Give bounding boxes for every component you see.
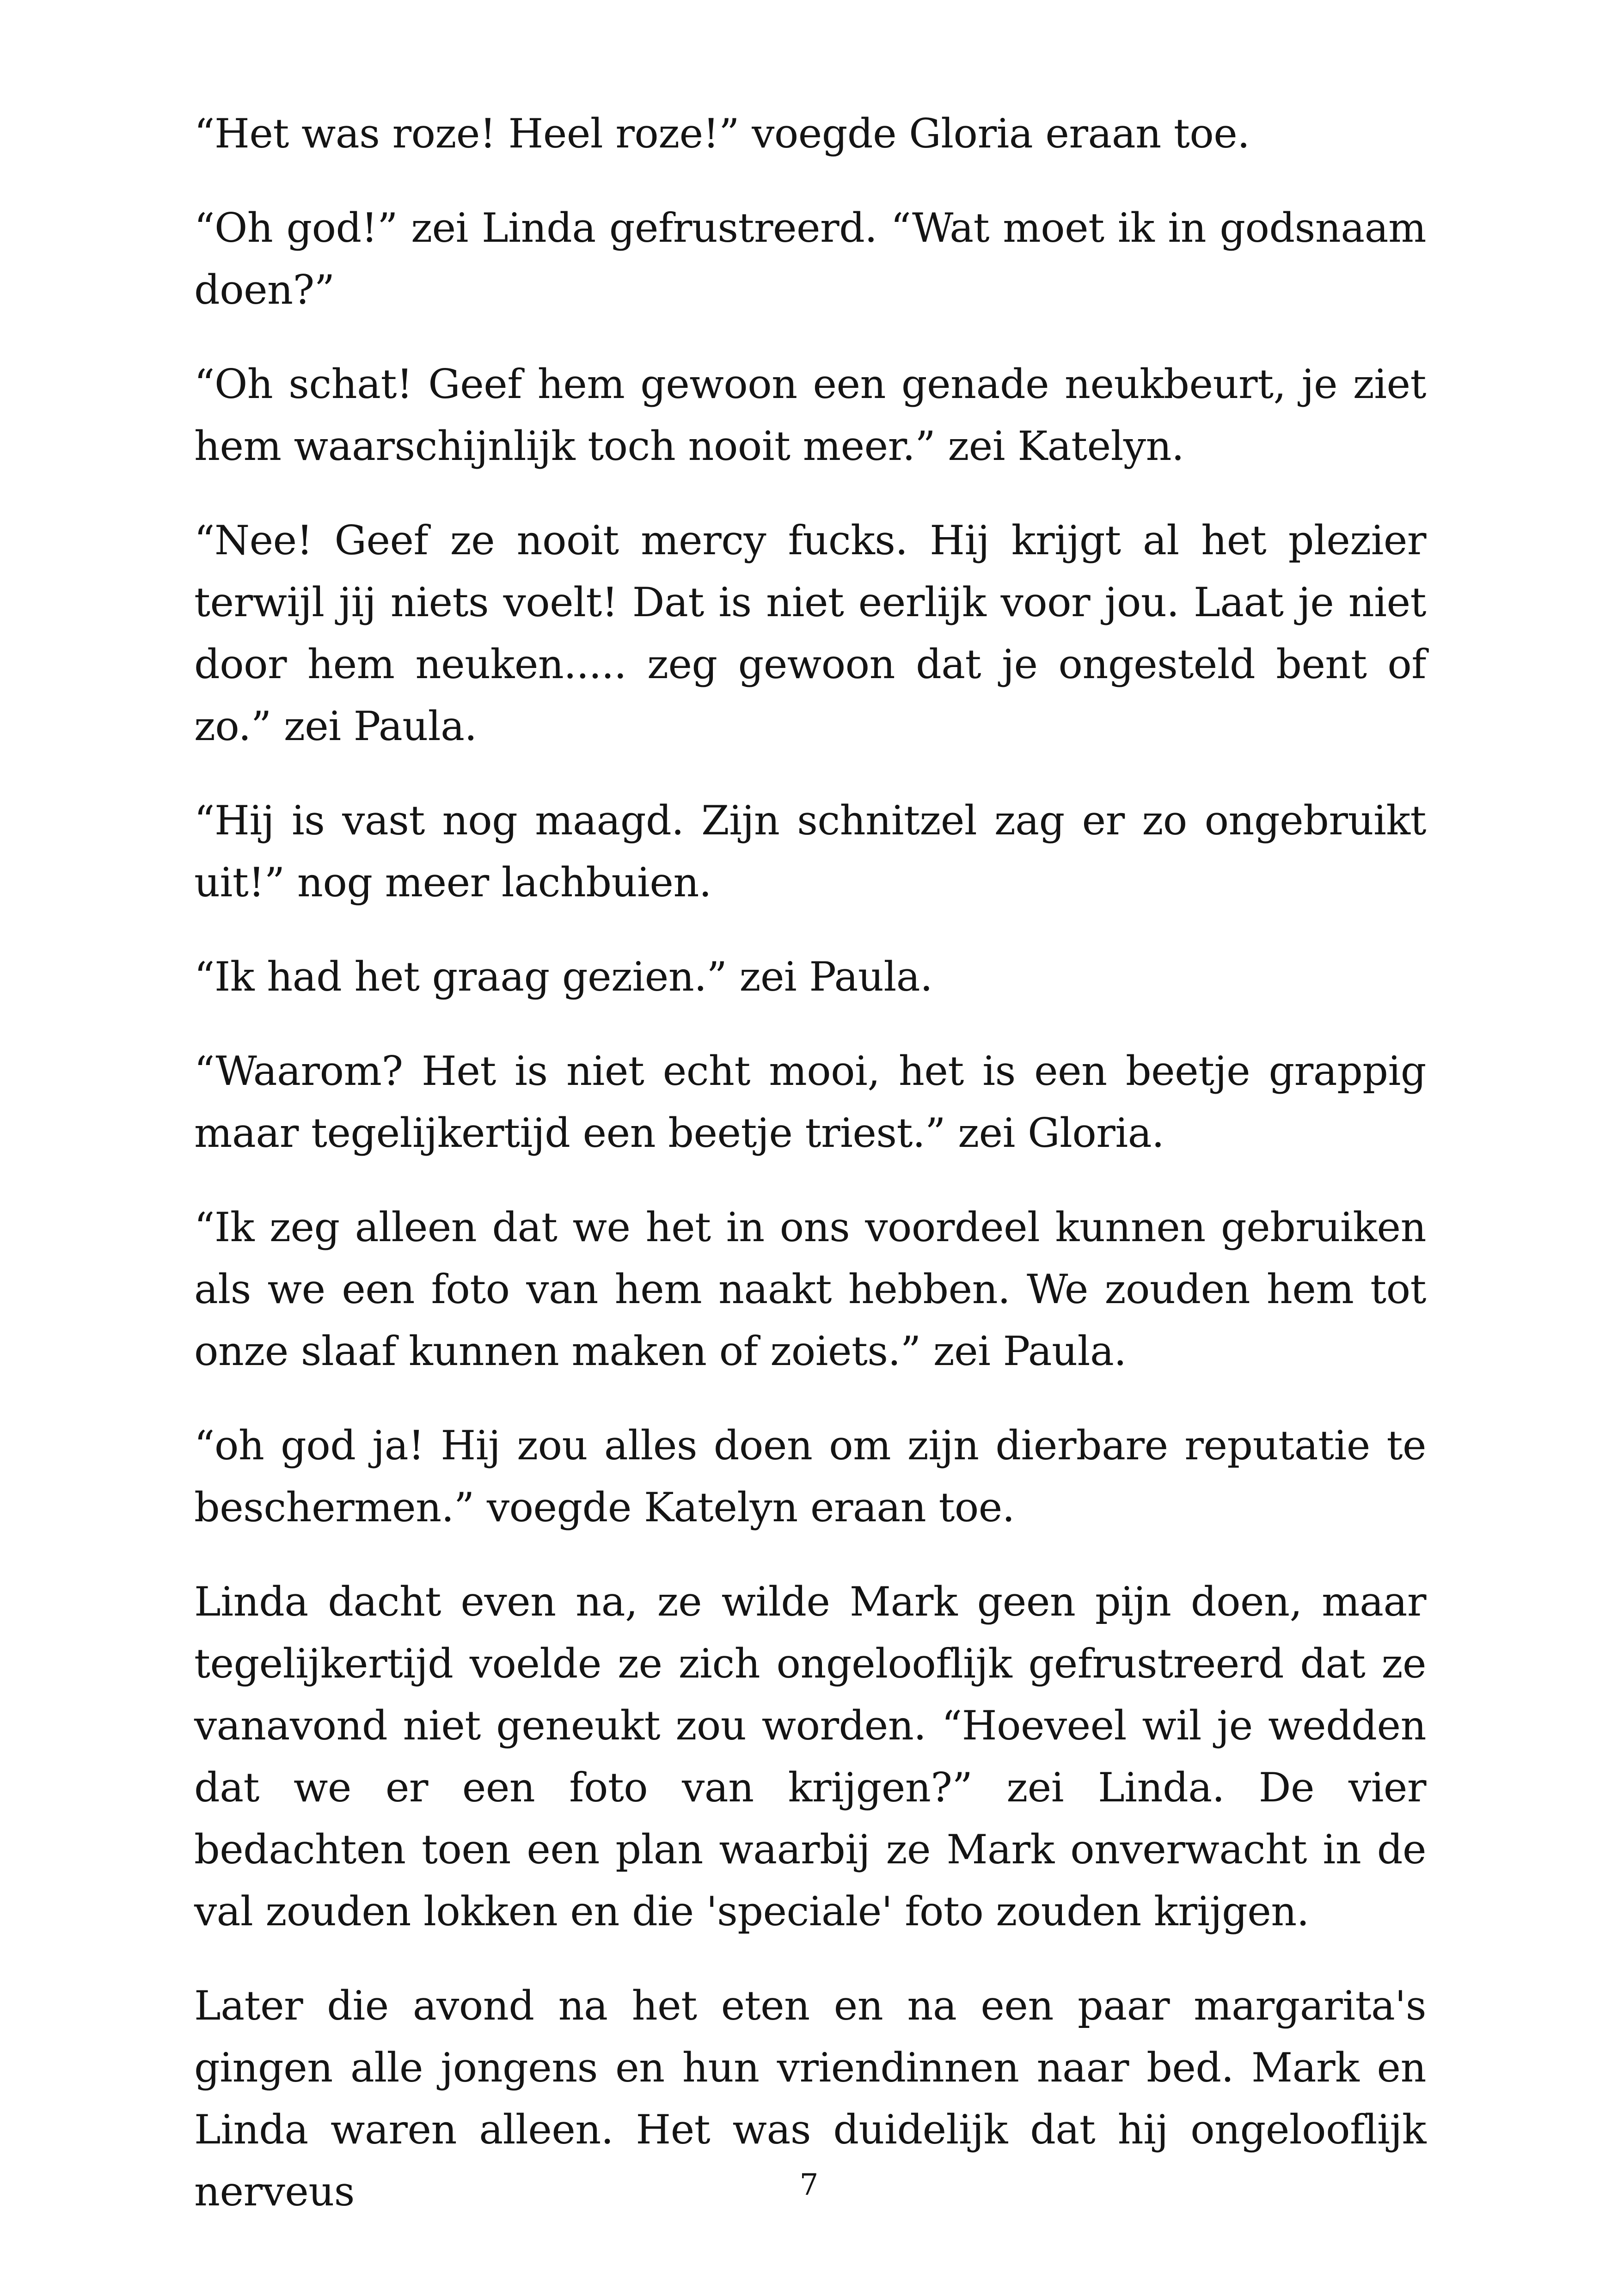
paragraph: “Nee! Geef ze nooit mercy fucks. Hij krijgt al het plezier terwijl jij niets voelt! Dat is niet eerlijk voor jou. Laat je niet door hem neuken..... zeg gewoon dat je ongesteld bent of zo.” zei Paula. (194, 517, 1426, 750)
paragraph: Linda dacht even na, ze wilde Mark geen pijn doen, maar tegelijkertijd voelde ze zich ongelooflijk gefrustreerd dat ze vanavond niet geneukt zou worden. “Hoeveel wil je wedden dat we er een foto van krijgen?” zei Linda. De vier bedachten toen een plan waarbij ze Mark onverwacht in de val zouden lokken en die 'speciale' foto zouden krijgen. (194, 1578, 1426, 1935)
paragraph: “Het was roze! Heel roze!” voegde Gloria eraan toe. (194, 110, 1250, 157)
page-number: 7 (799, 2168, 819, 2202)
paragraph: Later die avond na het eten en na een paar margarita's gingen alle jongens en hun vriendinnen naar bed. Mark en Linda waren alleen. Het was duidelijk dat hij ongelooflijk nerveus (194, 1982, 1426, 2215)
paragraph: “Waarom? Het is niet echt mooi, het is een beetje grappig maar tegelijkertijd een beetje triest.” zei Gloria. (194, 1047, 1426, 1157)
body-text (194, 103, 1426, 2255)
paragraph: “Oh schat! Geef hem gewoon een genade neukbeurt, je ziet hem waarschijnlijk toch nooit meer.” zei Katelyn. (194, 361, 1426, 470)
paragraph: “Ik zeg alleen dat we het in ons voordeel kunnen gebruiken als we een foto van hem naakt hebben. We zouden hem tot onze slaaf kunnen maken of zoiets.” zei Paula. (194, 1204, 1426, 1375)
paragraph: “oh god ja! Hij zou alles doen om zijn dierbare reputatie te beschermen.” voegde Katelyn eraan toe. (194, 1422, 1426, 1531)
paragraph: “Hij is vast nog maagd. Zijn schnitzel zag er zo ongebruikt uit!” nog meer lachbuien. (194, 797, 1426, 906)
paragraph: “Oh god!” zei Linda gefrustreerd. “Wat moet ik in godsnaam doen?” (194, 204, 1426, 313)
paragraph: “Ik had het graag gezien.” zei Paula. (194, 953, 933, 1000)
